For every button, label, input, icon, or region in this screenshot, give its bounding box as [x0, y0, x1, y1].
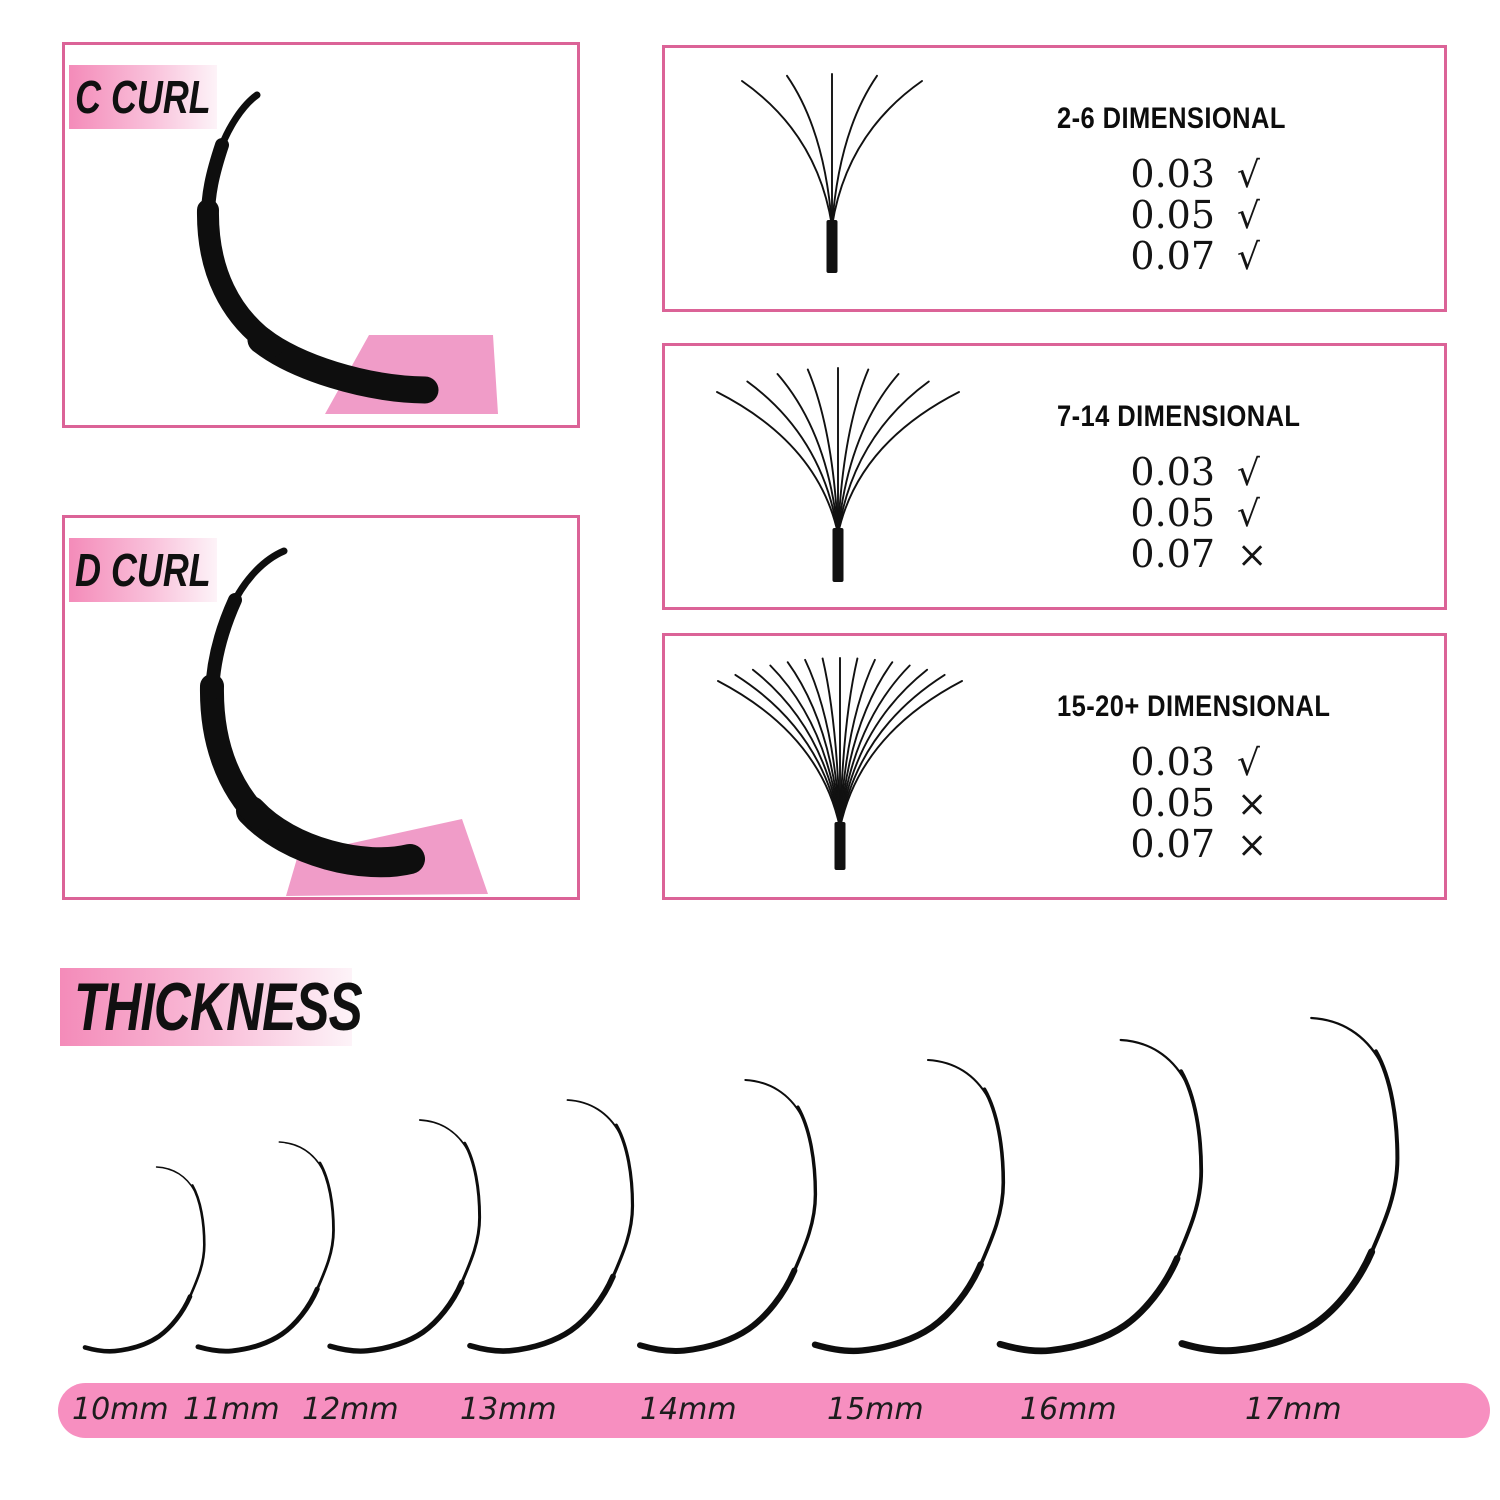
- dimension-title: 15-20+ DIMENSIONAL: [1057, 690, 1331, 723]
- cross-icon: ×: [1237, 825, 1268, 866]
- thickness-value: 0.05: [1130, 193, 1215, 237]
- d-curl-label: [69, 538, 217, 602]
- dimension-panel-7-14: [662, 343, 1447, 610]
- list-item: [1057, 234, 1260, 278]
- lash-fan-illustration: [673, 352, 973, 602]
- thickness-label-text: THICKNESS: [74, 969, 362, 1045]
- dimension-panel-15-20: [662, 633, 1447, 900]
- thickness-value: 0.05: [1130, 781, 1215, 825]
- d-curl-panel: [62, 515, 580, 900]
- length-label: 12mm: [302, 1392, 399, 1427]
- cross-icon: ×: [1237, 535, 1268, 576]
- list-item: [1057, 152, 1260, 196]
- thickness-compatibility-list: [1057, 450, 1268, 576]
- d-curl-lash-stroke: [212, 551, 410, 862]
- check-icon: √: [1237, 453, 1260, 494]
- thickness-compatibility-list: [1057, 152, 1260, 278]
- check-icon: √: [1237, 743, 1260, 784]
- list-item: [1057, 781, 1268, 825]
- c-curl-label-text: C CURL: [75, 71, 211, 123]
- lash-fan-illustration: [673, 642, 973, 892]
- length-label: 16mm: [1020, 1392, 1117, 1427]
- length-label: 10mm: [72, 1392, 169, 1427]
- lash-fan-illustration: [673, 54, 973, 304]
- list-item: [1057, 491, 1267, 535]
- thickness-value: 0.03: [1130, 152, 1215, 196]
- thickness-value: 0.07: [1130, 234, 1215, 278]
- c-curl-label: [69, 65, 217, 129]
- dimension-title: 7-14 DIMENSIONAL: [1057, 400, 1301, 433]
- c-curl-panel: [62, 42, 580, 428]
- lash-length-comparison: [0, 1000, 1500, 1400]
- length-label: 13mm: [460, 1392, 557, 1427]
- list-item: [1057, 193, 1260, 237]
- list-item: [1057, 740, 1267, 784]
- check-icon: √: [1237, 237, 1260, 278]
- check-icon: √: [1237, 494, 1260, 535]
- list-item: [1057, 822, 1268, 866]
- thickness-value: 0.03: [1130, 740, 1215, 784]
- length-label: 11mm: [183, 1392, 280, 1427]
- length-label: 15mm: [827, 1392, 924, 1427]
- length-label: 14mm: [640, 1392, 737, 1427]
- dimension-panel-2-6: [662, 45, 1447, 312]
- d-curl-label-text: D CURL: [75, 544, 211, 596]
- cross-icon: ×: [1237, 784, 1268, 825]
- list-item: [1057, 450, 1267, 494]
- thickness-value: 0.07: [1130, 822, 1215, 866]
- thickness-value: 0.07: [1130, 532, 1215, 576]
- thickness-compatibility-list: [1057, 740, 1268, 866]
- check-icon: √: [1237, 196, 1260, 237]
- dimension-title: 2-6 DIMENSIONAL: [1057, 102, 1286, 135]
- length-label: 17mm: [1245, 1392, 1342, 1427]
- thickness-value: 0.03: [1130, 450, 1215, 494]
- list-item: [1057, 532, 1268, 576]
- check-icon: √: [1237, 155, 1260, 196]
- thickness-value: 0.05: [1130, 491, 1215, 535]
